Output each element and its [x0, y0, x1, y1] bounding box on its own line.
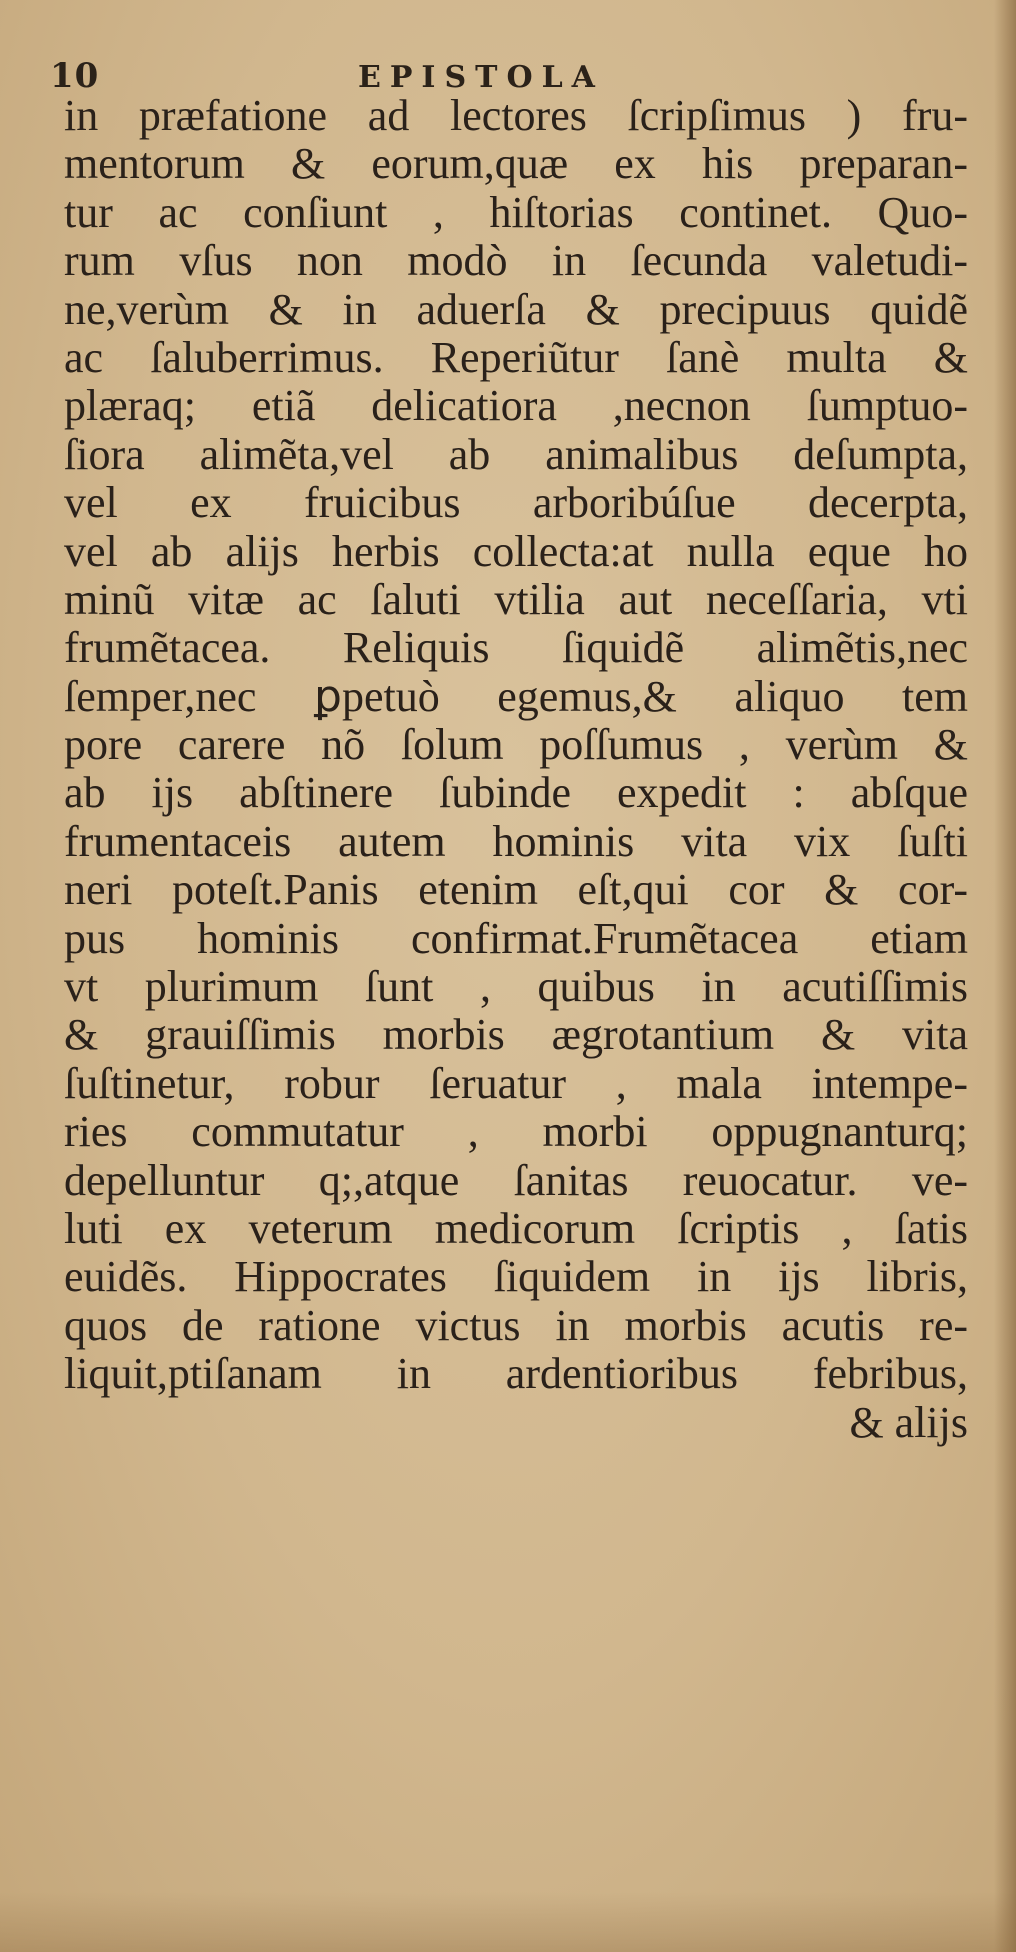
text-line: & grauiſſimis morbis ægrotantium & vita — [64, 1010, 968, 1060]
text-line: minũ vitæ ac ſaluti vtilia aut neceſſaria, vti — [64, 574, 968, 624]
text-line: quos de ratione victus in morbis acutis re- — [64, 1300, 968, 1350]
text-line: ries commutatur , morbi oppugnanturq; — [64, 1107, 968, 1157]
text-line: vel ex fruicibus arboribúſue decerpta, — [64, 478, 968, 528]
text-line: rum vſus non modò in ſecunda valetudi- — [64, 236, 968, 286]
page-number: 10 — [50, 56, 100, 96]
text-line: frumẽtacea. Reliquis ſiquidẽ alimẽtis,nec — [64, 623, 968, 673]
text-line: in præfatione ad lectores ſcripſimus ) fru- — [64, 91, 968, 140]
text-line: ſiora alimẽta,vel ab animalibus deſumpta, — [64, 429, 968, 479]
page-bottom-shadow — [0, 1892, 1016, 1952]
text-line: pus hominis confirmat.Frumẽtacea etiam — [64, 913, 968, 963]
text-line: ſemper,nec ꝑpetuò egemus,& aliquo tem — [64, 671, 968, 721]
text-line: liquit,ptiſanam in ardentioribus febribus, — [64, 1349, 968, 1399]
text-line: tur ac conſiunt , hiſtorias continet. Quo- — [64, 187, 968, 237]
text-line: pore carere nõ ſolum poſſumus , verùm & — [64, 720, 968, 770]
text-line: ſuſtinetur, robur ſeruatur , mala intempe- — [64, 1058, 968, 1108]
page-title: EPISTOLA — [358, 60, 604, 95]
text-line: ab ijs abſtinere ſubinde expedit : abſque — [64, 768, 968, 818]
text-line: vt plurimum ſunt , quibus in acutiſſimis — [64, 962, 968, 1012]
text-line: plæraq; etiã delicatiora ,necnon ſumptuo- — [64, 381, 968, 431]
text-line: luti ex veterum medicorum ſcriptis , ſatis — [64, 1203, 968, 1253]
text-line: depelluntur q;,atque ſanitas reuocatur. ve- — [64, 1155, 968, 1205]
catchword: & alijs — [849, 1397, 968, 1447]
text-line: ne,verùm & in aduerſa & precipuus quidẽ — [64, 284, 968, 334]
text-line: neri poteſt.Panis etenim eſt,qui cor & cor- — [64, 865, 968, 915]
text-line: euidẽs. Hippocrates ſiquidem in ijs libris, — [64, 1252, 968, 1302]
text-line: ac ſaluberrimus. Reperiũtur ſanè multa & — [64, 332, 968, 382]
page-edge-shadow — [994, 0, 1016, 1952]
body-text — [64, 92, 968, 1447]
text-line: frumentaceis autem hominis vita vix ſuſti — [64, 816, 968, 866]
text-line: mentorum & eorum,quæ ex his preparan- — [64, 139, 968, 189]
text-line: vel ab alijs herbis collecta:at nulla eque ho — [64, 526, 968, 576]
